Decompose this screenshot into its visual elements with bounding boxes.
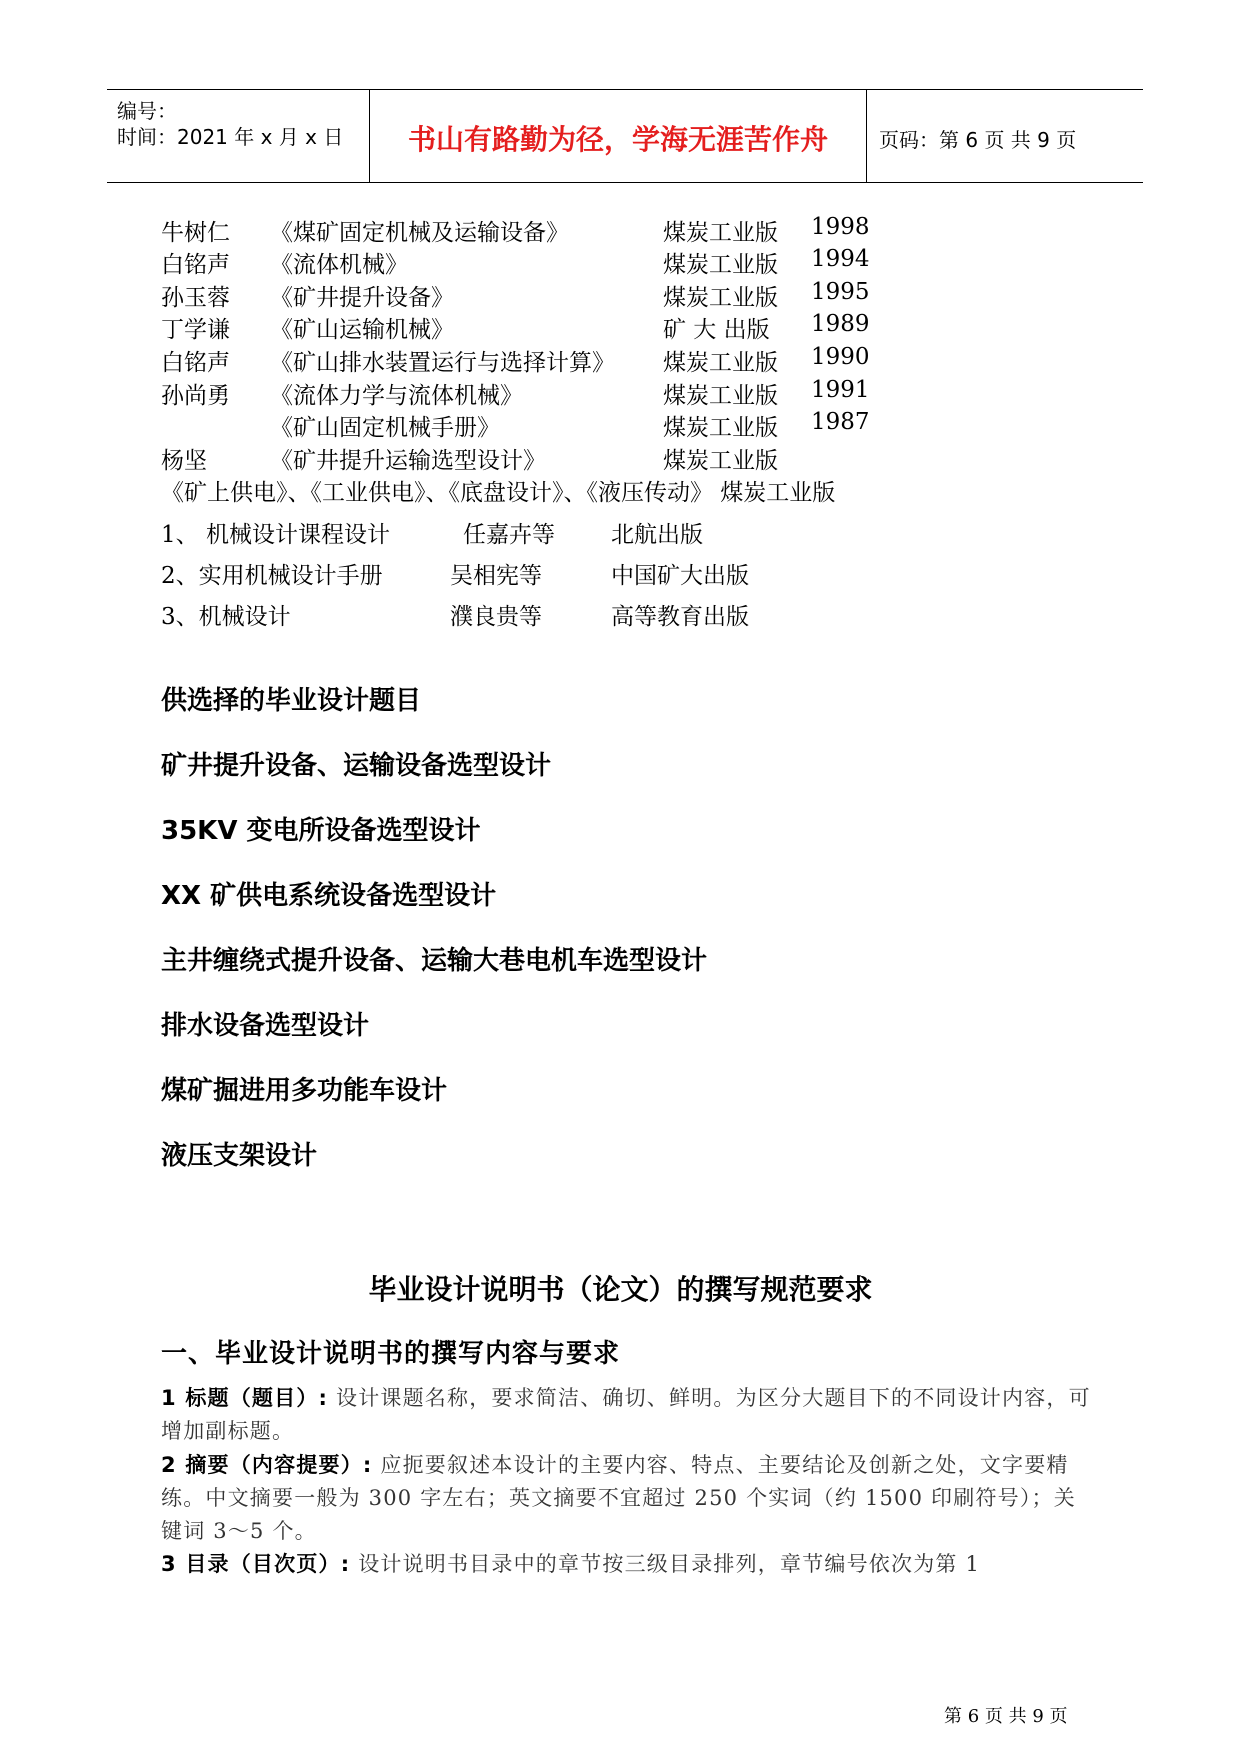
ref-publisher: 煤炭工业版 [663, 383, 778, 409]
extra-reference-text: 《矿上供电》、《工业供电》、《底盘设计》、《液压传动》 煤炭工业版 [161, 480, 836, 506]
ref-author: 白铭声 [161, 252, 230, 278]
ref-publisher: 煤炭工业版 [663, 415, 778, 441]
header-motto: 书山有路勤为径，学海无涯苦作舟 [407, 123, 828, 156]
topics-heading: 供选择的毕业设计题目 [161, 686, 422, 716]
ref-year: 1995 [811, 279, 870, 305]
paragraph-lead: 2 摘要（内容提要）: [161, 1453, 373, 1477]
page-header [107, 89, 1143, 183]
ref-title: 《流体力学与流体机械》 [270, 383, 523, 409]
book-title: 2、实用机械设计手册 [161, 563, 383, 589]
topic-item: 矿井提升设备、运输设备选型设计 [161, 751, 552, 781]
ref-year: 1987 [811, 409, 870, 435]
paragraph-text: 设计说明书目录中的章节按三级目录排列，章节编号依次为第 1 [350, 1552, 981, 1576]
ref-author: 孙玉蓉 [161, 285, 230, 311]
paragraph-lead: 3 目录（目次页）: [161, 1552, 351, 1576]
ref-title: 《流体机械》 [270, 252, 408, 278]
ref-title: 《矿山排水装置运行与选择计算》 [270, 350, 615, 376]
ref-title: 《矿山运输机械》 [270, 317, 454, 343]
requirement-paragraph [161, 1449, 1091, 1548]
ref-author: 孙尚勇 [161, 383, 230, 409]
header-motto-cell [370, 90, 867, 182]
ref-publisher: 矿 大 出版 [663, 317, 770, 343]
ref-publisher: 煤炭工业版 [663, 285, 778, 311]
requirement-paragraph [161, 1382, 1091, 1448]
ref-year: 1989 [811, 311, 870, 337]
serial-number-label: 编号： [117, 99, 177, 123]
book-publisher: 高等教育出版 [611, 604, 749, 630]
book-publisher: 中国矿大出版 [611, 563, 749, 589]
ref-title: 《煤矿固定机械及运输设备》 [270, 220, 569, 246]
topic-item: 煤矿掘进用多功能车设计 [161, 1076, 448, 1106]
book-author: 吴相宪等 [450, 563, 542, 589]
paragraph-text: 应扼要叙述本设计的主要内容、特点、主要结论及创新之处，文字要精练。中文摘要一般为 300 字左右；英文摘要不宜超过 250 个实词（约 1500 印刷符号）；关键词 3～5 个。 [161, 1453, 1076, 1543]
ref-author: 白铭声 [161, 350, 230, 376]
book-title: 1、 机械设计课程设计 [161, 522, 390, 548]
ref-year: 1990 [811, 344, 870, 370]
ref-author: 牛树仁 [161, 220, 230, 246]
book-author: 任嘉卉等 [463, 522, 555, 548]
topic-item: 液压支架设计 [161, 1141, 318, 1171]
header-page-cell [867, 90, 1143, 182]
requirement-paragraph [161, 1548, 1091, 1581]
topic-item: 35KV 变电所设备选型设计 [161, 816, 481, 846]
header-page-number: 页码：第 6 页 共 9 页 [879, 128, 1077, 152]
section-title: 毕业设计说明书（论文）的撰写规范要求 [368, 1273, 873, 1306]
book-title: 3、机械设计 [161, 604, 291, 630]
ref-year: 1998 [811, 214, 870, 240]
topic-item: XX 矿供电系统设备选型设计 [161, 881, 497, 911]
topic-item: 排水设备选型设计 [161, 1011, 370, 1041]
ref-publisher: 煤炭工业版 [663, 350, 778, 376]
ref-year: 1991 [811, 377, 870, 403]
header-info-cell [107, 90, 370, 182]
ref-publisher: 煤炭工业版 [663, 448, 778, 474]
page-footer: 第 6 页 共 9 页 [944, 1706, 1068, 1727]
book-author: 濮良贵等 [450, 604, 542, 630]
ref-year: 1994 [811, 246, 870, 272]
subsection-title: 一、毕业设计说明书的撰写内容与要求 [161, 1339, 621, 1369]
time-label: 时间：2021 年 x 月 x 日 [117, 125, 344, 149]
ref-author: 丁学谦 [161, 317, 230, 343]
ref-publisher: 煤炭工业版 [663, 220, 778, 246]
topic-item: 主井缠绕式提升设备、运输大巷电机车选型设计 [161, 946, 708, 976]
ref-author: 杨坚 [161, 448, 207, 474]
paragraph-lead: 1 标题（题目）: [161, 1386, 329, 1410]
ref-publisher: 煤炭工业版 [663, 252, 778, 278]
ref-title: 《矿山固定机械手册》 [270, 415, 500, 441]
ref-title: 《矿井提升设备》 [270, 285, 454, 311]
ref-title: 《矿井提升运输选型设计》 [270, 448, 546, 474]
book-publisher: 北航出版 [611, 522, 703, 548]
paragraph-text: 设计课题名称，要求简洁、确切、鲜明。为区分大题目下的不同设计内容，可增加副标题。 [161, 1386, 1091, 1443]
